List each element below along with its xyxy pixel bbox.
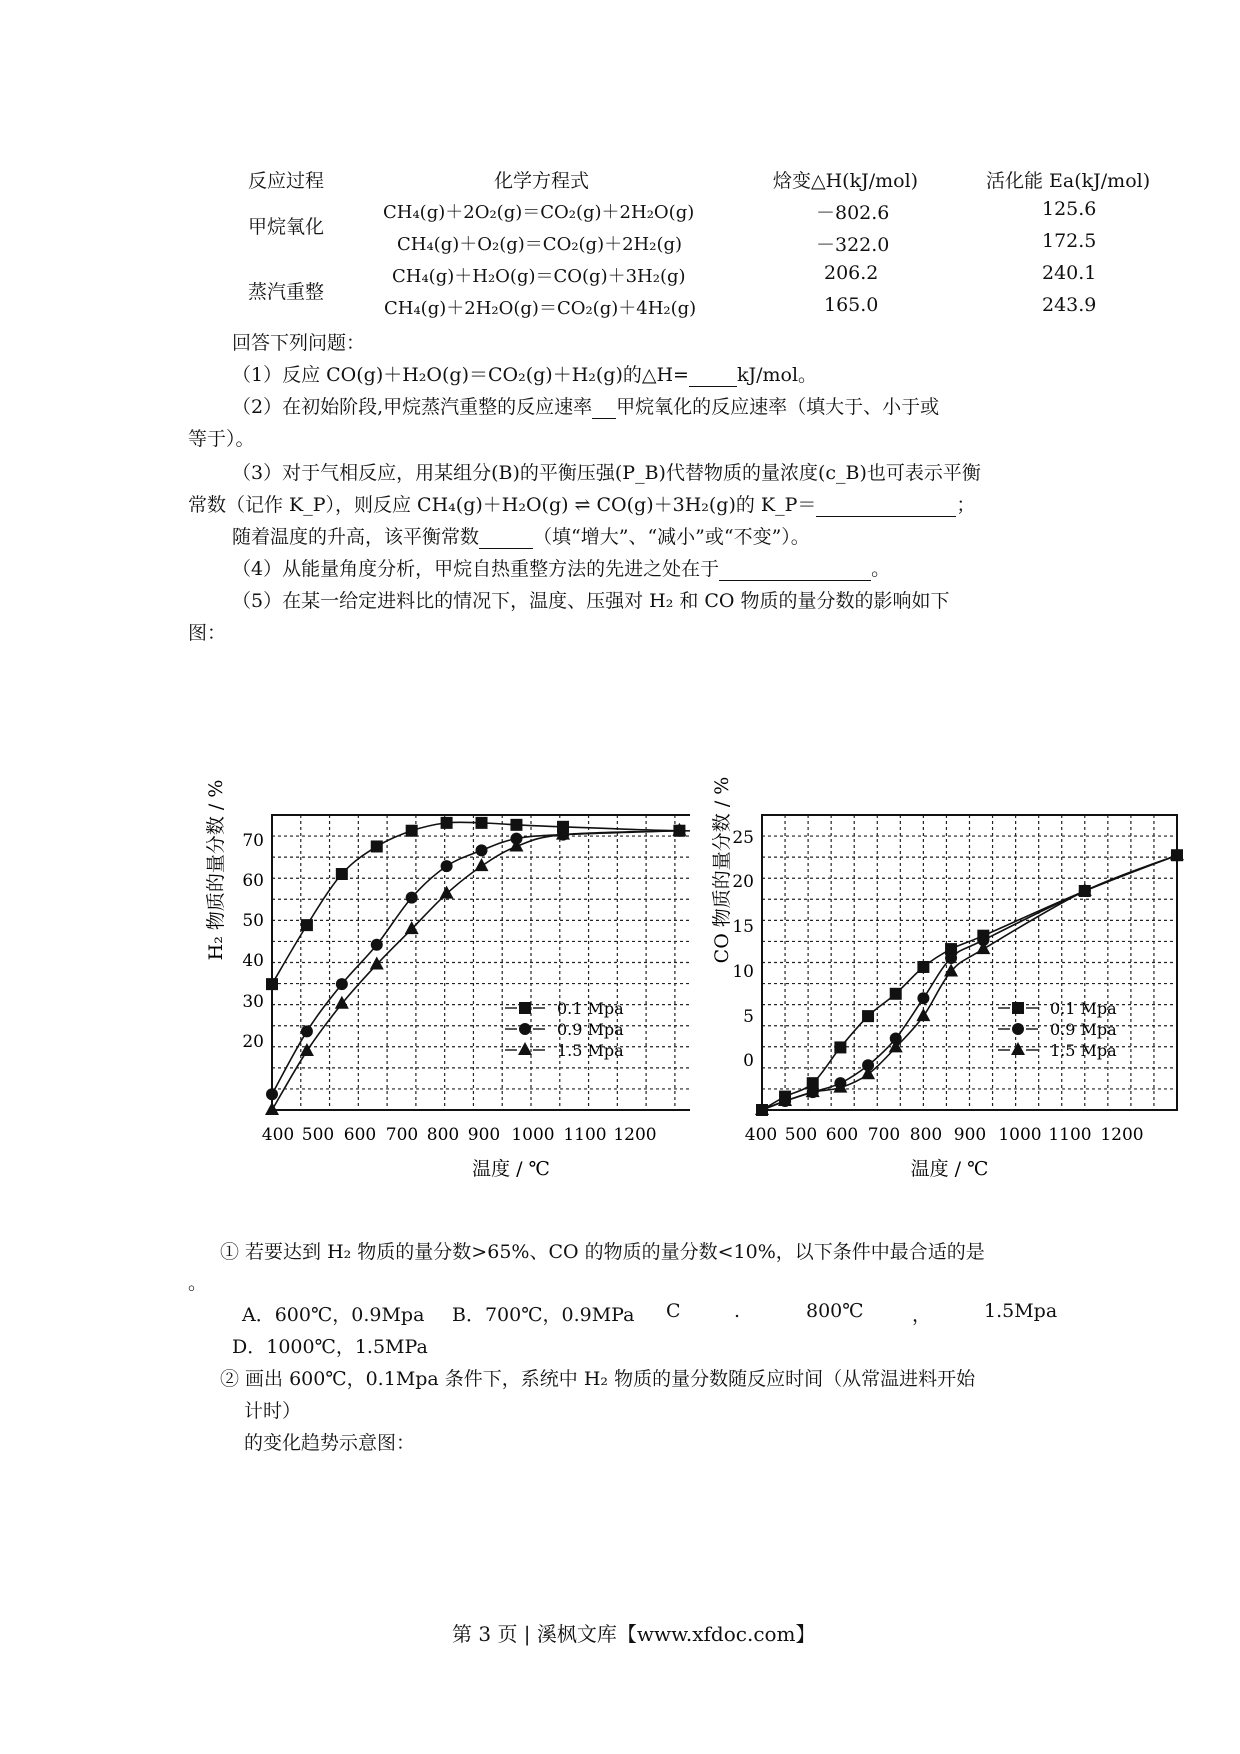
q2-text: （2）在初始阶段,甲烷蒸汽重整的反应速率	[232, 396, 593, 418]
q3-line-1: （3）对于气相反应，用某组分(B)的平衡压强(P_B)代替物质的量浓度(c_B)也可表示平衡	[232, 462, 981, 484]
co-y-tick: 20	[732, 872, 754, 892]
q1-text: （1）反应 CO(g)＋H₂O(g)＝CO₂(g)＋H₂(g)的△H=	[232, 364, 689, 386]
option-c-pressure: 1.5Mpa	[984, 1300, 1058, 1322]
h2-data-point	[441, 817, 453, 829]
row-4-enthalpy: 165.0	[824, 294, 879, 316]
row-1-enthalpy: －802.6	[816, 202, 890, 224]
q5-line-2: 图：	[188, 622, 227, 644]
co-y-tick: 15	[732, 917, 754, 937]
q4-end: 。	[871, 558, 891, 580]
h2-y-tick: 60	[242, 871, 264, 891]
question-4	[232, 554, 890, 581]
row-2-equation: CH₄(g)＋O₂(g)＝CO₂(g)＋2H₂(g)	[397, 234, 683, 255]
h2-x-tick: 1100	[563, 1125, 607, 1145]
co-legend-marker	[1012, 1002, 1024, 1014]
co-x-tick: 700	[867, 1125, 901, 1145]
h2-x-tick: 1200	[613, 1125, 657, 1145]
option-c-dot: .	[734, 1300, 741, 1322]
q1-unit: kJ/mol。	[736, 364, 818, 386]
co-x-tick: 500	[784, 1125, 818, 1145]
h2-data-point	[266, 978, 278, 990]
h2-data-point	[510, 819, 522, 831]
h2-legend	[505, 999, 624, 1060]
co-y-tick: 10	[732, 962, 754, 982]
sub-question-2-cont: 计时）	[244, 1400, 302, 1422]
co-y-label: CO 物质的量分数 / %	[711, 776, 733, 964]
row-1-activation: 125.6	[1042, 198, 1097, 220]
q3-semicolon: ；	[956, 494, 976, 516]
h2-legend-label: 1.5 Mpa	[557, 1041, 624, 1060]
q5-line-1: （5）在某一给定进料比的情况下，温度、压强对 H₂ 和 CO 物质的量分数的影响如下	[232, 590, 950, 612]
option-c-letter[interactable]: C	[666, 1300, 681, 1322]
q4-text: （4）从能量角度分析，甲烷自热重整方法的先进之处在于	[232, 558, 720, 580]
co-grid	[762, 815, 1177, 1110]
row-4-equation: CH₄(g)＋2H₂O(g)＝CO₂(g)＋4H₂(g)	[384, 298, 697, 319]
q3-trend-blank[interactable]	[479, 526, 533, 549]
option-d[interactable]: D．1000℃，1.5MPa	[232, 1336, 428, 1358]
h2-data-point	[336, 978, 348, 990]
question-2	[232, 392, 939, 419]
h2-y-tick: 50	[242, 911, 264, 931]
co-legend-label: 1.5 Mpa	[1050, 1041, 1117, 1060]
q3-text: 常数（记作 K_P），则反应 CH₄(g)＋H₂O(g) ⇌ CO(g)＋3H₂(g)的 K_P＝	[188, 494, 817, 516]
q2-text-end: 等于）。	[188, 428, 255, 450]
co-y-tick: 25	[732, 828, 754, 848]
co-x-tick: 1000	[998, 1125, 1042, 1145]
co-x-tick: 400	[744, 1125, 778, 1145]
table-header-enthalpy: 焓变△H(kJ/mol)	[773, 170, 919, 192]
co-x-tick: 900	[953, 1125, 987, 1145]
page-footer: 第 3 页 | 溪枫文库【www.xfdoc.com】	[452, 1622, 816, 1646]
co-data-point	[945, 952, 957, 964]
h2-legend-marker	[518, 1042, 532, 1055]
h2-data-point	[266, 1088, 278, 1100]
option-c-temp: 800℃	[806, 1300, 864, 1322]
h2-y-tick: 40	[242, 951, 264, 971]
co-data-point	[890, 988, 902, 1000]
h2-data-point	[265, 1102, 279, 1115]
h2-series-3	[265, 823, 686, 1115]
option-c-comma: ，	[912, 1304, 932, 1326]
intro-text: 回答下列问题：	[232, 332, 366, 354]
h2-y-tick: 30	[242, 992, 264, 1012]
h2-data-point	[440, 886, 454, 899]
row-3-activation: 240.1	[1042, 262, 1097, 284]
h2-legend-label: 0.1 Mpa	[557, 999, 624, 1018]
row-2-enthalpy: －322.0	[816, 234, 890, 256]
row-1-equation: CH₄(g)＋2O₂(g)＝CO₂(g)＋2H₂O(g)	[383, 202, 695, 223]
h2-x-tick: 800	[426, 1125, 460, 1145]
h2-x-tick: 400	[261, 1125, 295, 1145]
question-1	[232, 360, 817, 387]
q4-answer-blank[interactable]	[719, 558, 871, 581]
h2-x-tick: 500	[301, 1125, 335, 1145]
h2-data-point	[301, 919, 313, 931]
co-data-point	[917, 992, 929, 1004]
co-x-label: 温度 / ℃	[910, 1158, 989, 1180]
co-x-tick: 600	[825, 1125, 859, 1145]
h2-data-point	[406, 825, 418, 837]
group-methane-oxidation: 甲烷氧化	[248, 216, 325, 238]
co-y-tick: 5	[743, 1007, 754, 1027]
h2-x-label: 温度 / ℃	[472, 1158, 550, 1180]
h2-data-point	[406, 892, 418, 904]
h2-data-point	[336, 868, 348, 880]
h2-x-tick: 700	[385, 1125, 419, 1145]
h2-data-point	[441, 860, 453, 872]
h2-data-point	[301, 1025, 313, 1037]
co-fraction-chart	[700, 680, 1190, 1180]
option-b[interactable]: B．700℃，0.9MPa	[452, 1304, 635, 1326]
sub-question-2-end: 的变化趋势示意图：	[244, 1432, 416, 1454]
sub-question-1-end: 。	[188, 1272, 208, 1294]
row-3-enthalpy: 206.2	[824, 262, 879, 284]
co-data-point	[917, 961, 929, 973]
h2-series-1	[266, 817, 690, 990]
h2-x-tick: 600	[343, 1125, 377, 1145]
row-4-activation: 243.9	[1042, 294, 1097, 316]
co-x-tick: 1200	[1100, 1125, 1144, 1145]
q1-answer-blank[interactable]	[689, 364, 737, 387]
h2-legend-label: 0.9 Mpa	[557, 1020, 624, 1039]
h2-y-tick: 20	[242, 1032, 264, 1052]
h2-y-tick: 70	[242, 831, 264, 851]
table-header-activation: 活化能 Ea(kJ/mol)	[986, 170, 1151, 192]
h2-x-tick: 900	[467, 1125, 501, 1145]
q3-kp-blank[interactable]	[816, 494, 956, 517]
co-legend-label: 0.1 Mpa	[1050, 999, 1117, 1018]
co-legend-label: 0.9 Mpa	[1050, 1020, 1117, 1039]
question-3-trend	[232, 522, 810, 549]
sub-question-1: ① 若要达到 H₂ 物质的量分数>65%、CO 的物质的量分数<10%，以下条件中最合适的是	[220, 1241, 985, 1263]
q2-text-cont: 甲烷氧化的反应速率（填大于、小于或	[616, 396, 940, 418]
table-header-equation: 化学方程式	[494, 170, 590, 192]
co-legend-marker	[1011, 1042, 1025, 1055]
h2-y-label: H₂ 物质的量分数 / %	[205, 779, 227, 961]
sub-question-2: ② 画出 600℃，0.1Mpa 条件下，系统中 H₂ 物质的量分数随反应时间（从常温进料开始	[220, 1368, 976, 1390]
h2-legend-marker	[519, 1023, 531, 1035]
co-legend-marker	[1012, 1023, 1024, 1035]
row-3-equation: CH₄(g)＋H₂O(g)＝CO(g)＋3H₂(g)	[392, 266, 686, 287]
h2-data-point	[371, 840, 383, 852]
h2-data-point	[475, 858, 489, 871]
co-x-tick: 1100	[1048, 1125, 1092, 1145]
q2-answer-blank[interactable]	[592, 396, 616, 419]
h2-fraction-chart	[190, 680, 690, 1180]
row-2-activation: 172.5	[1042, 230, 1097, 252]
h2-data-point	[476, 844, 488, 856]
co-data-point	[862, 1010, 874, 1022]
q3-trend-text: 随着温度的升高，该平衡常数	[232, 526, 480, 548]
table-header-process: 反应过程	[248, 170, 325, 192]
co-x-tick: 800	[909, 1125, 943, 1145]
co-legend	[998, 999, 1117, 1060]
h2-data-point	[476, 817, 488, 829]
co-y-tick: 0	[743, 1051, 754, 1071]
h2-data-point	[371, 939, 383, 951]
h2-legend-marker	[519, 1002, 531, 1014]
q3-trend-hint: （填“增大”、“减小”或“不变”）。	[533, 526, 810, 548]
option-a[interactable]: A．600℃，0.9Mpa	[242, 1304, 425, 1326]
question-3-kp	[188, 490, 975, 517]
co-data-point	[834, 1041, 846, 1053]
h2-x-tick: 1000	[511, 1125, 555, 1145]
group-steam-reforming: 蒸汽重整	[248, 281, 325, 303]
